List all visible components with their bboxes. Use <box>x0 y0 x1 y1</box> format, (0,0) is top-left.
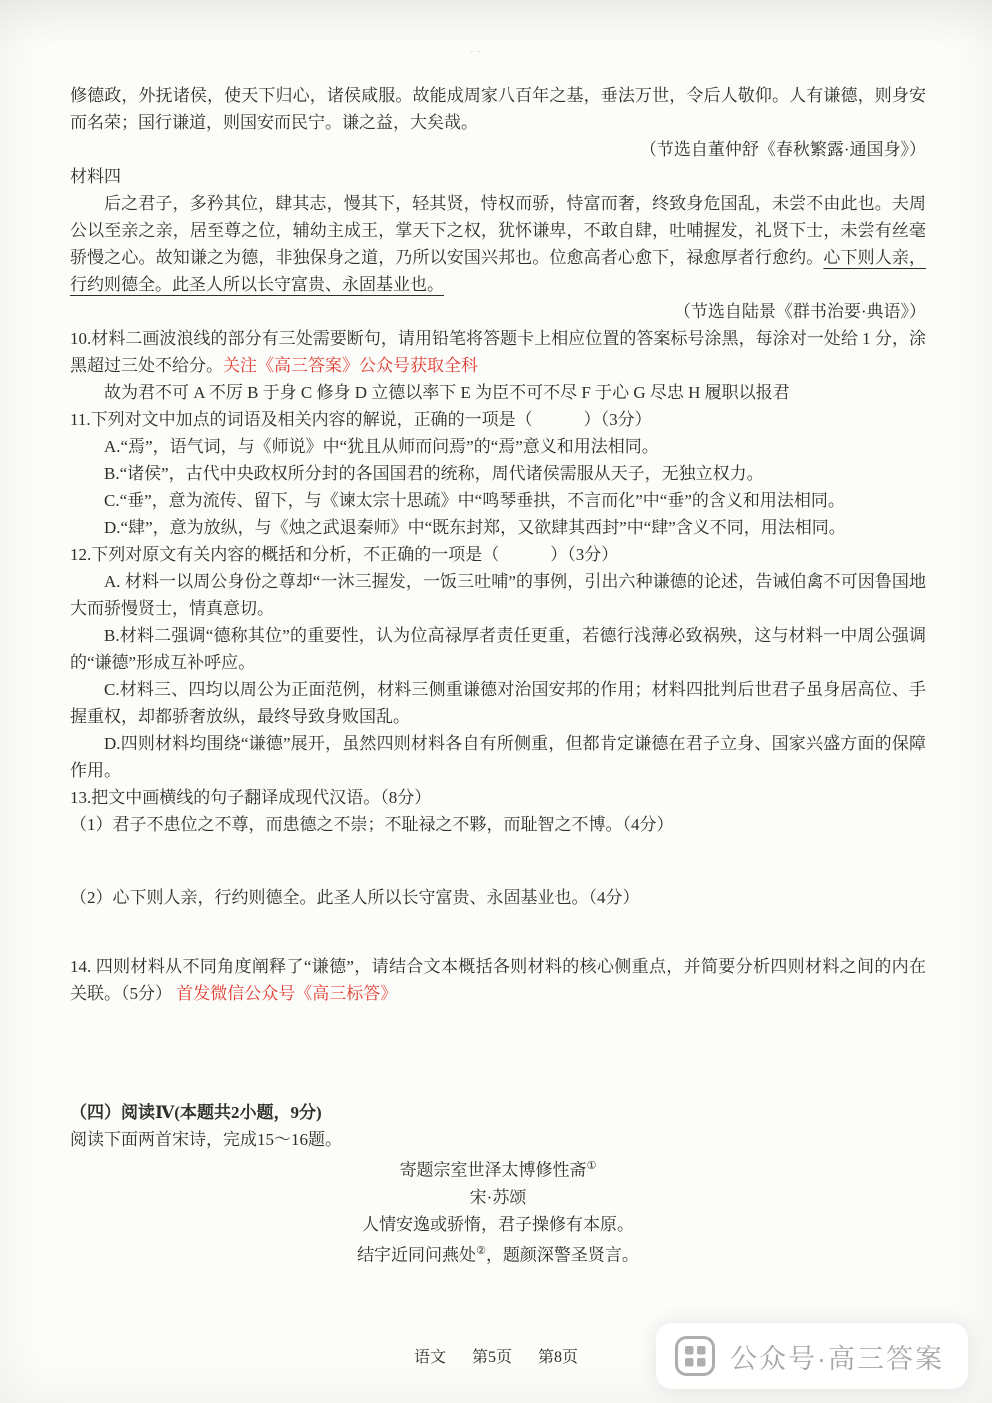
watermark-badge <box>656 1323 968 1389</box>
source-citation-1: （节选自董仲舒《春秋繁露·通国身》） <box>639 140 926 159</box>
question-12-stem: 12.下列对原文有关内容的概括和分析，不正确的一项是（ ）（3分） <box>70 545 619 564</box>
promo-stamp-q14: 首发微信公众号《高三标答》 <box>176 984 398 1003</box>
poem-title-note: ① <box>586 1160 597 1172</box>
poem-title <box>70 1153 926 1184</box>
promo-stamp-q10: 关注《高三答案》公众号获取全科 <box>223 356 478 375</box>
footer-page-number: 第5页 <box>471 1349 512 1366</box>
answer-space-3 <box>70 1007 926 1099</box>
section-4-heading: （四）阅读Ⅳ(本题共2小题，9分) <box>70 1103 322 1122</box>
answer-space-2 <box>70 911 926 953</box>
question-12-option-b: B.材料二强调“德称其位”的重要性，认为位高禄厚者责任更重，若德行浅薄必致祸殃，这与材料一中周公强调的“谦德”形成互补呼应。 <box>70 626 926 672</box>
poem-line-2-note: ② <box>476 1244 486 1257</box>
poem-title-text: 寄题宗室世泽太博修性斋 <box>399 1160 587 1180</box>
footer-page-total: 第8页 <box>538 1349 579 1366</box>
question-11-option-a: A.“焉”，语气词，与《师说》中“犹且从师而问焉”的“焉”意义和用法相同。 <box>104 437 659 456</box>
question-13-part-2: （2）心下则人亲，行约则德全。此圣人所以长守富贵、永固基业也。（4分） <box>70 888 640 907</box>
question-10-sentence: 故为君不可 A 不厉 B 于身 C 修身 D 立德以率下 E 为臣不可不尽 F 于心 G 尽忠 H 履职以报君 <box>104 383 790 402</box>
question-11-option-d: D.“肆”，意为放纵，与《烛之武退秦师》中“既东封郑，又欲肆其西封”中“肆”含义不同，用法相同。 <box>104 518 846 537</box>
question-11-option-c: C.“垂”，意为流传、留下，与《谏太宗十思疏》中“鸣琴垂拱，不言而化”中“垂”的含义和用法相同。 <box>104 491 845 510</box>
question-13-stem: 13.把文中画横线的句子翻译成现代汉语。（8分） <box>70 788 432 807</box>
section-4-instruction: 阅读下面两首宋诗，完成15～16题。 <box>70 1130 342 1149</box>
material-4-paragraph <box>70 190 926 298</box>
scan-artifact-dots: ·· <box>470 46 484 58</box>
question-12-option-d: D.四则材料均围绕“谦德”展开，虽然四则材料各自有所侧重，但都肯定谦德在君子立身、国家兴盛方面的保障作用。 <box>70 734 926 780</box>
poem-line-2-rest: ，题颜深警圣贤言。 <box>485 1245 639 1265</box>
material-4-text: 后之君子，多矜其位，肆其志，慢其下，轻其贤，恃权而骄，恃富而奢，终致身危国乱，未尝不由此也。夫周公以至亲之亲，居至尊之位，辅幼主成王，掌天下之权，犹怀谦卑，不敢自肆，吐哺握发，礼贤下士，未尝有丝毫骄慢之心。故知谦之为德，非独保身之道，乃所以安国兴邦也。位愈高者心愈下，禄愈厚者行愈约。 <box>70 194 926 267</box>
answer-space-1 <box>70 838 926 884</box>
question-14-text: 14. 四则材料从不同角度阐释了“谦德”，请结合文本概括各则材料的核心侧重点，并简要分析四则材料之间的内在关联。（5分） <box>70 957 926 1003</box>
poem-author: 宋·苏颂 <box>469 1187 527 1207</box>
question-14-stem <box>70 953 926 1007</box>
passage-continuation: 修德政，外抚诸侯，使天下归心，诸侯咸服。故能成周家八百年之基，垂法万世，令后人敬仰。人有谦德，则身安而名荣；国行谦道，则国安而民宁。谦之益，大矣哉。 <box>70 86 926 132</box>
publisher-logo-icon <box>674 1335 716 1377</box>
question-12-option-a: A. 材料一以周公身份之尊却“一沐三握发，一饭三吐哺”的事例，引出六种谦德的论述，告诫伯禽不可因鲁国地大而骄慢贤士，情真意切。 <box>70 572 926 618</box>
question-13-part-1: （1）君子不患位之不尊，而患德之不崇；不耻禄之不夥，而耻智之不博。（4分） <box>70 815 674 834</box>
poem-line-2-text: 结宇近同问燕处 <box>357 1245 477 1265</box>
poem-line-1: 人情安逸或骄惰，君子操修有本原。 <box>362 1214 634 1234</box>
material-4-underlined-sentence: 心下则人亲，行约则德全。此圣人所以长守富贵、永固基业也。 <box>70 248 927 294</box>
watermark-text: 公众号·高三答案 <box>730 1343 944 1374</box>
question-10-stem <box>70 325 926 379</box>
poem-line-2 <box>70 1238 926 1269</box>
source-citation-2: （节选自陆景《群书治要·典语》） <box>673 302 926 321</box>
footer-subject: 语文 <box>413 1349 446 1366</box>
question-10-text: 10.材料二画波浪线的部分有三处需要断句，请用铅笔将答题卡上相应位置的答案标号涂黑，每涂对一处给 1 分，涂黑超过三处不给分。 <box>70 329 926 375</box>
question-11-stem: 11.下列对文中加点的词语及相关内容的解说，正确的一项是（ ）（3分） <box>70 410 652 429</box>
material-4-label: 材料四 <box>70 167 121 186</box>
question-12-option-c: C.材料三、四均以周公为正面范例，材料三侧重谦德对治国安邦的作用；材料四批判后世君子虽身居高位、手握重权，却都骄奢放纵，最终导致身败国乱。 <box>70 680 926 726</box>
question-11-option-b: B.“诸侯”，古代中央政权所分封的各国国君的统称，周代诸侯需服从天子，无独立权力。 <box>104 464 764 483</box>
